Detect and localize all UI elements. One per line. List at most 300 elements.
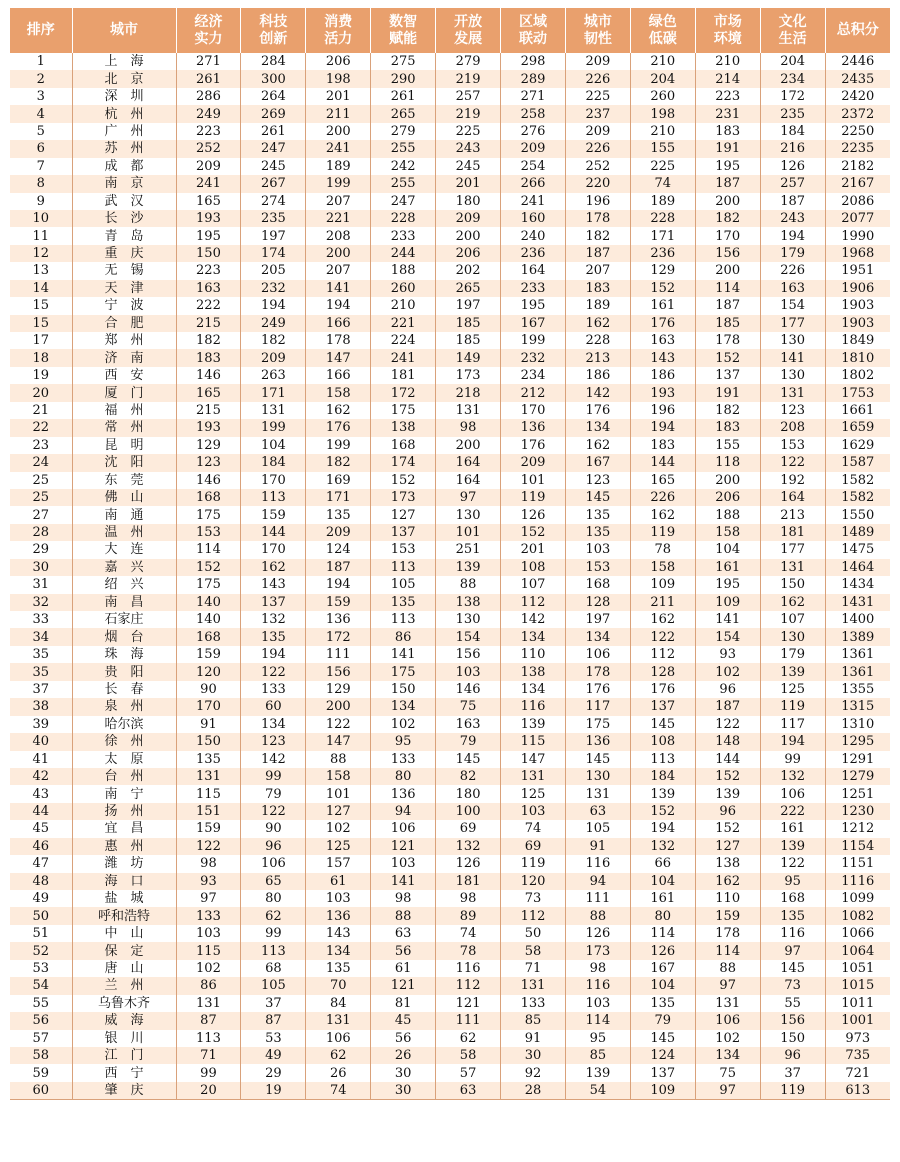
rank-cell: 56 <box>10 1012 72 1029</box>
score-cell: 74 <box>501 820 566 837</box>
column-header <box>565 8 630 53</box>
score-cell: 136 <box>371 785 436 802</box>
score-cell: 145 <box>760 960 825 977</box>
total-score-cell: 1582 <box>825 489 890 506</box>
score-cell: 176 <box>630 681 695 698</box>
rank-cell: 54 <box>10 977 72 994</box>
score-cell: 193 <box>176 210 241 227</box>
city-cell: 潍 坊 <box>72 855 176 872</box>
score-cell: 184 <box>241 454 306 471</box>
score-cell: 184 <box>630 768 695 785</box>
table-row <box>10 559 890 576</box>
score-cell: 162 <box>565 437 630 454</box>
total-score-cell: 1400 <box>825 611 890 628</box>
score-cell: 241 <box>306 140 371 157</box>
score-cell: 63 <box>565 803 630 820</box>
score-cell: 176 <box>306 419 371 436</box>
city-cell: 兰 州 <box>72 977 176 994</box>
score-cell: 200 <box>695 193 760 210</box>
score-cell: 162 <box>630 506 695 523</box>
score-cell: 128 <box>565 594 630 611</box>
score-cell: 104 <box>630 977 695 994</box>
score-cell: 247 <box>371 193 436 210</box>
score-cell: 127 <box>306 803 371 820</box>
column-header-line: 低碳 <box>648 30 677 47</box>
score-cell: 113 <box>371 559 436 576</box>
total-score-cell: 1903 <box>825 297 890 314</box>
score-cell: 168 <box>760 890 825 907</box>
score-cell: 60 <box>241 698 306 715</box>
score-cell: 131 <box>501 977 566 994</box>
score-cell: 197 <box>436 297 501 314</box>
score-cell: 132 <box>630 838 695 855</box>
total-score-cell: 1154 <box>825 838 890 855</box>
table-row <box>10 960 890 977</box>
score-cell: 267 <box>241 175 306 192</box>
rank-cell: 13 <box>10 262 72 279</box>
score-cell: 116 <box>565 977 630 994</box>
score-cell: 129 <box>630 262 695 279</box>
rank-cell: 55 <box>10 995 72 1012</box>
score-cell: 114 <box>630 925 695 942</box>
score-cell: 106 <box>241 855 306 872</box>
score-cell: 240 <box>501 227 566 244</box>
score-cell: 187 <box>695 297 760 314</box>
total-score-cell: 1849 <box>825 332 890 349</box>
total-score-cell: 2235 <box>825 140 890 157</box>
score-cell: 119 <box>630 524 695 541</box>
column-header-line: 绿色 <box>648 13 677 30</box>
score-cell: 164 <box>760 489 825 506</box>
score-cell: 130 <box>760 628 825 645</box>
rank-cell: 51 <box>10 925 72 942</box>
score-cell: 105 <box>565 820 630 837</box>
column-header-line: 总积分 <box>836 22 879 38</box>
score-cell: 103 <box>176 925 241 942</box>
rank-cell: 42 <box>10 768 72 785</box>
score-cell: 78 <box>630 541 695 558</box>
rank-cell: 38 <box>10 698 72 715</box>
score-cell: 209 <box>501 454 566 471</box>
score-cell: 74 <box>630 175 695 192</box>
ranking-table-container <box>10 8 890 1100</box>
score-cell: 115 <box>176 942 241 959</box>
score-cell: 164 <box>436 454 501 471</box>
score-cell: 119 <box>501 855 566 872</box>
column-header-line: 城市 <box>110 22 138 38</box>
score-cell: 56 <box>371 942 436 959</box>
score-cell: 164 <box>501 262 566 279</box>
score-cell: 244 <box>371 245 436 262</box>
total-score-cell: 721 <box>825 1064 890 1081</box>
score-cell: 286 <box>176 88 241 105</box>
score-cell: 183 <box>695 123 760 140</box>
score-cell: 228 <box>565 332 630 349</box>
score-cell: 86 <box>371 628 436 645</box>
score-cell: 228 <box>630 210 695 227</box>
score-cell: 252 <box>176 140 241 157</box>
column-header <box>760 8 825 53</box>
score-cell: 150 <box>176 733 241 750</box>
score-cell: 139 <box>695 785 760 802</box>
score-cell: 135 <box>306 506 371 523</box>
score-cell: 95 <box>565 1030 630 1047</box>
score-cell: 138 <box>371 419 436 436</box>
table-row <box>10 576 890 593</box>
score-cell: 199 <box>241 419 306 436</box>
score-cell: 179 <box>760 646 825 663</box>
score-cell: 95 <box>371 733 436 750</box>
score-cell: 182 <box>176 332 241 349</box>
table-row <box>10 663 890 680</box>
total-score-cell: 1315 <box>825 698 890 715</box>
score-cell: 241 <box>176 175 241 192</box>
score-cell: 274 <box>241 193 306 210</box>
score-cell: 236 <box>630 245 695 262</box>
score-cell: 144 <box>630 454 695 471</box>
column-header-line: 联动 <box>518 30 547 47</box>
score-cell: 132 <box>760 768 825 785</box>
score-cell: 115 <box>176 785 241 802</box>
column-header-line: 文化 <box>778 13 807 30</box>
score-cell: 94 <box>371 803 436 820</box>
score-cell: 134 <box>501 681 566 698</box>
score-cell: 88 <box>371 907 436 924</box>
table-row <box>10 628 890 645</box>
table-row <box>10 419 890 436</box>
score-cell: 159 <box>176 820 241 837</box>
score-cell: 176 <box>565 402 630 419</box>
score-cell: 137 <box>630 1064 695 1081</box>
total-score-cell: 2077 <box>825 210 890 227</box>
score-cell: 131 <box>176 995 241 1012</box>
score-cell: 153 <box>565 559 630 576</box>
score-cell: 228 <box>371 210 436 227</box>
score-cell: 117 <box>760 716 825 733</box>
score-cell: 110 <box>501 646 566 663</box>
score-cell: 178 <box>695 332 760 349</box>
score-cell: 80 <box>241 890 306 907</box>
rank-cell: 49 <box>10 890 72 907</box>
rank-cell: 7 <box>10 158 72 175</box>
score-cell: 242 <box>371 158 436 175</box>
rank-cell: 35 <box>10 646 72 663</box>
score-cell: 126 <box>760 158 825 175</box>
column-header <box>72 8 176 53</box>
score-cell: 55 <box>760 995 825 1012</box>
score-cell: 113 <box>371 611 436 628</box>
table-row <box>10 245 890 262</box>
table-row <box>10 175 890 192</box>
score-cell: 215 <box>176 315 241 332</box>
score-cell: 145 <box>436 751 501 768</box>
rank-cell: 34 <box>10 628 72 645</box>
score-cell: 130 <box>436 611 501 628</box>
city-cell: 成 都 <box>72 158 176 175</box>
score-cell: 122 <box>760 454 825 471</box>
score-cell: 73 <box>760 977 825 994</box>
table-row <box>10 751 890 768</box>
score-cell: 91 <box>501 1030 566 1047</box>
score-cell: 206 <box>436 245 501 262</box>
city-cell: 天 津 <box>72 280 176 297</box>
score-cell: 232 <box>501 349 566 366</box>
score-cell: 192 <box>760 472 825 489</box>
city-cell: 盐 城 <box>72 890 176 907</box>
table-row <box>10 942 890 959</box>
score-cell: 88 <box>436 576 501 593</box>
score-cell: 116 <box>565 855 630 872</box>
column-header-line: 排序 <box>26 22 55 38</box>
score-cell: 200 <box>306 123 371 140</box>
table-row <box>10 611 890 628</box>
score-cell: 183 <box>630 437 695 454</box>
score-cell: 80 <box>371 768 436 785</box>
table-row <box>10 1047 890 1064</box>
table-row <box>10 53 890 70</box>
score-cell: 290 <box>371 70 436 87</box>
score-cell: 234 <box>501 367 566 384</box>
score-cell: 145 <box>565 489 630 506</box>
table-row <box>10 855 890 872</box>
score-cell: 102 <box>695 663 760 680</box>
score-cell: 162 <box>630 611 695 628</box>
score-cell: 89 <box>436 907 501 924</box>
score-cell: 129 <box>306 681 371 698</box>
rank-cell: 6 <box>10 140 72 157</box>
score-cell: 200 <box>436 437 501 454</box>
score-cell: 207 <box>306 262 371 279</box>
score-cell: 160 <box>501 210 566 227</box>
score-cell: 158 <box>306 384 371 401</box>
score-cell: 200 <box>436 227 501 244</box>
score-cell: 231 <box>695 105 760 122</box>
score-cell: 200 <box>306 698 371 715</box>
score-cell: 81 <box>371 995 436 1012</box>
score-cell: 195 <box>176 227 241 244</box>
score-cell: 176 <box>501 437 566 454</box>
score-cell: 57 <box>436 1064 501 1081</box>
score-cell: 135 <box>565 524 630 541</box>
rank-cell: 22 <box>10 419 72 436</box>
score-cell: 170 <box>241 472 306 489</box>
score-cell: 109 <box>695 594 760 611</box>
score-cell: 98 <box>565 960 630 977</box>
score-cell: 195 <box>695 576 760 593</box>
city-cell: 唐 山 <box>72 960 176 977</box>
city-cell: 广 州 <box>72 123 176 140</box>
score-cell: 99 <box>241 768 306 785</box>
score-cell: 175 <box>371 402 436 419</box>
score-cell: 122 <box>241 803 306 820</box>
score-cell: 74 <box>306 1082 371 1100</box>
score-cell: 176 <box>630 315 695 332</box>
score-cell: 209 <box>565 123 630 140</box>
city-cell: 昆 明 <box>72 437 176 454</box>
score-cell: 169 <box>306 472 371 489</box>
score-cell: 102 <box>695 1030 760 1047</box>
score-cell: 221 <box>306 210 371 227</box>
score-cell: 144 <box>695 751 760 768</box>
score-cell: 176 <box>565 681 630 698</box>
score-cell: 209 <box>306 524 371 541</box>
score-cell: 153 <box>176 524 241 541</box>
score-cell: 181 <box>371 367 436 384</box>
table-row <box>10 472 890 489</box>
city-cell: 太 原 <box>72 751 176 768</box>
table-row <box>10 1030 890 1047</box>
score-cell: 96 <box>695 681 760 698</box>
score-cell: 168 <box>371 437 436 454</box>
score-cell: 139 <box>760 663 825 680</box>
score-cell: 28 <box>501 1082 566 1100</box>
total-score-cell: 2435 <box>825 70 890 87</box>
table-row <box>10 873 890 890</box>
rank-cell: 5 <box>10 123 72 140</box>
score-cell: 182 <box>306 454 371 471</box>
rank-cell: 41 <box>10 751 72 768</box>
column-header <box>436 8 501 53</box>
score-cell: 178 <box>565 663 630 680</box>
score-cell: 180 <box>436 193 501 210</box>
score-cell: 208 <box>306 227 371 244</box>
score-cell: 130 <box>565 768 630 785</box>
total-score-cell: 1582 <box>825 472 890 489</box>
score-cell: 20 <box>176 1082 241 1100</box>
column-header <box>695 8 760 53</box>
score-cell: 152 <box>371 472 436 489</box>
city-cell: 重 庆 <box>72 245 176 262</box>
table-row <box>10 698 890 715</box>
score-cell: 188 <box>695 506 760 523</box>
score-cell: 204 <box>630 70 695 87</box>
column-header-line: 韧性 <box>583 30 612 47</box>
score-cell: 154 <box>436 628 501 645</box>
table-row <box>10 995 890 1012</box>
score-cell: 170 <box>695 227 760 244</box>
score-cell: 90 <box>176 681 241 698</box>
score-cell: 196 <box>630 402 695 419</box>
score-cell: 209 <box>501 140 566 157</box>
score-cell: 245 <box>241 158 306 175</box>
total-score-cell: 1291 <box>825 751 890 768</box>
rank-cell: 33 <box>10 611 72 628</box>
score-cell: 127 <box>371 506 436 523</box>
city-cell: 深 圳 <box>72 88 176 105</box>
score-cell: 141 <box>695 611 760 628</box>
score-cell: 194 <box>306 297 371 314</box>
city-cell: 福 州 <box>72 402 176 419</box>
score-cell: 122 <box>241 663 306 680</box>
score-cell: 243 <box>436 140 501 157</box>
total-score-cell: 973 <box>825 1030 890 1047</box>
score-cell: 63 <box>371 925 436 942</box>
score-cell: 212 <box>501 384 566 401</box>
score-cell: 233 <box>371 227 436 244</box>
table-row <box>10 646 890 663</box>
total-score-cell: 613 <box>825 1082 890 1100</box>
score-cell: 87 <box>241 1012 306 1029</box>
table-row <box>10 70 890 87</box>
table-header <box>10 8 890 53</box>
score-cell: 49 <box>241 1047 306 1064</box>
score-cell: 147 <box>306 349 371 366</box>
score-cell: 26 <box>306 1064 371 1081</box>
score-cell: 69 <box>501 838 566 855</box>
score-cell: 131 <box>436 402 501 419</box>
table-row <box>10 768 890 785</box>
score-cell: 106 <box>306 1030 371 1047</box>
score-cell: 152 <box>695 768 760 785</box>
column-header-line: 创新 <box>259 30 288 47</box>
city-cell: 嘉 兴 <box>72 559 176 576</box>
table-row <box>10 907 890 924</box>
score-cell: 101 <box>501 472 566 489</box>
score-cell: 116 <box>436 960 501 977</box>
table-row <box>10 349 890 366</box>
total-score-cell: 1951 <box>825 262 890 279</box>
score-cell: 260 <box>630 88 695 105</box>
column-header <box>241 8 306 53</box>
score-cell: 166 <box>306 315 371 332</box>
score-cell: 187 <box>760 193 825 210</box>
rank-cell: 57 <box>10 1030 72 1047</box>
score-cell: 175 <box>565 716 630 733</box>
city-cell: 乌鲁木齐 <box>72 995 176 1012</box>
score-cell: 136 <box>565 733 630 750</box>
city-cell: 绍 兴 <box>72 576 176 593</box>
column-header <box>630 8 695 53</box>
score-cell: 172 <box>371 384 436 401</box>
score-cell: 226 <box>565 140 630 157</box>
column-header-line: 区域 <box>518 13 547 30</box>
score-cell: 146 <box>176 472 241 489</box>
score-cell: 135 <box>371 594 436 611</box>
score-cell: 199 <box>306 437 371 454</box>
table-row <box>10 803 890 820</box>
score-cell: 170 <box>176 698 241 715</box>
column-header-line: 生活 <box>778 30 807 47</box>
score-cell: 156 <box>760 1012 825 1029</box>
score-cell: 152 <box>630 280 695 297</box>
score-cell: 153 <box>760 437 825 454</box>
city-cell: 合 肥 <box>72 315 176 332</box>
score-cell: 113 <box>176 1030 241 1047</box>
score-cell: 264 <box>241 88 306 105</box>
score-cell: 85 <box>565 1047 630 1064</box>
score-cell: 241 <box>371 349 436 366</box>
score-cell: 209 <box>565 53 630 70</box>
city-cell: 常 州 <box>72 419 176 436</box>
score-cell: 184 <box>760 123 825 140</box>
total-score-cell: 1464 <box>825 559 890 576</box>
score-cell: 154 <box>760 297 825 314</box>
score-cell: 171 <box>241 384 306 401</box>
rank-cell: 1 <box>10 53 72 70</box>
rank-cell: 9 <box>10 193 72 210</box>
score-cell: 204 <box>760 53 825 70</box>
total-score-cell: 1151 <box>825 855 890 872</box>
city-cell: 珠 海 <box>72 646 176 663</box>
score-cell: 145 <box>565 751 630 768</box>
score-cell: 194 <box>306 576 371 593</box>
score-cell: 131 <box>241 402 306 419</box>
score-cell: 265 <box>436 280 501 297</box>
score-cell: 182 <box>695 402 760 419</box>
total-score-cell: 1015 <box>825 977 890 994</box>
total-score-cell: 1661 <box>825 402 890 419</box>
city-cell: 中 山 <box>72 925 176 942</box>
